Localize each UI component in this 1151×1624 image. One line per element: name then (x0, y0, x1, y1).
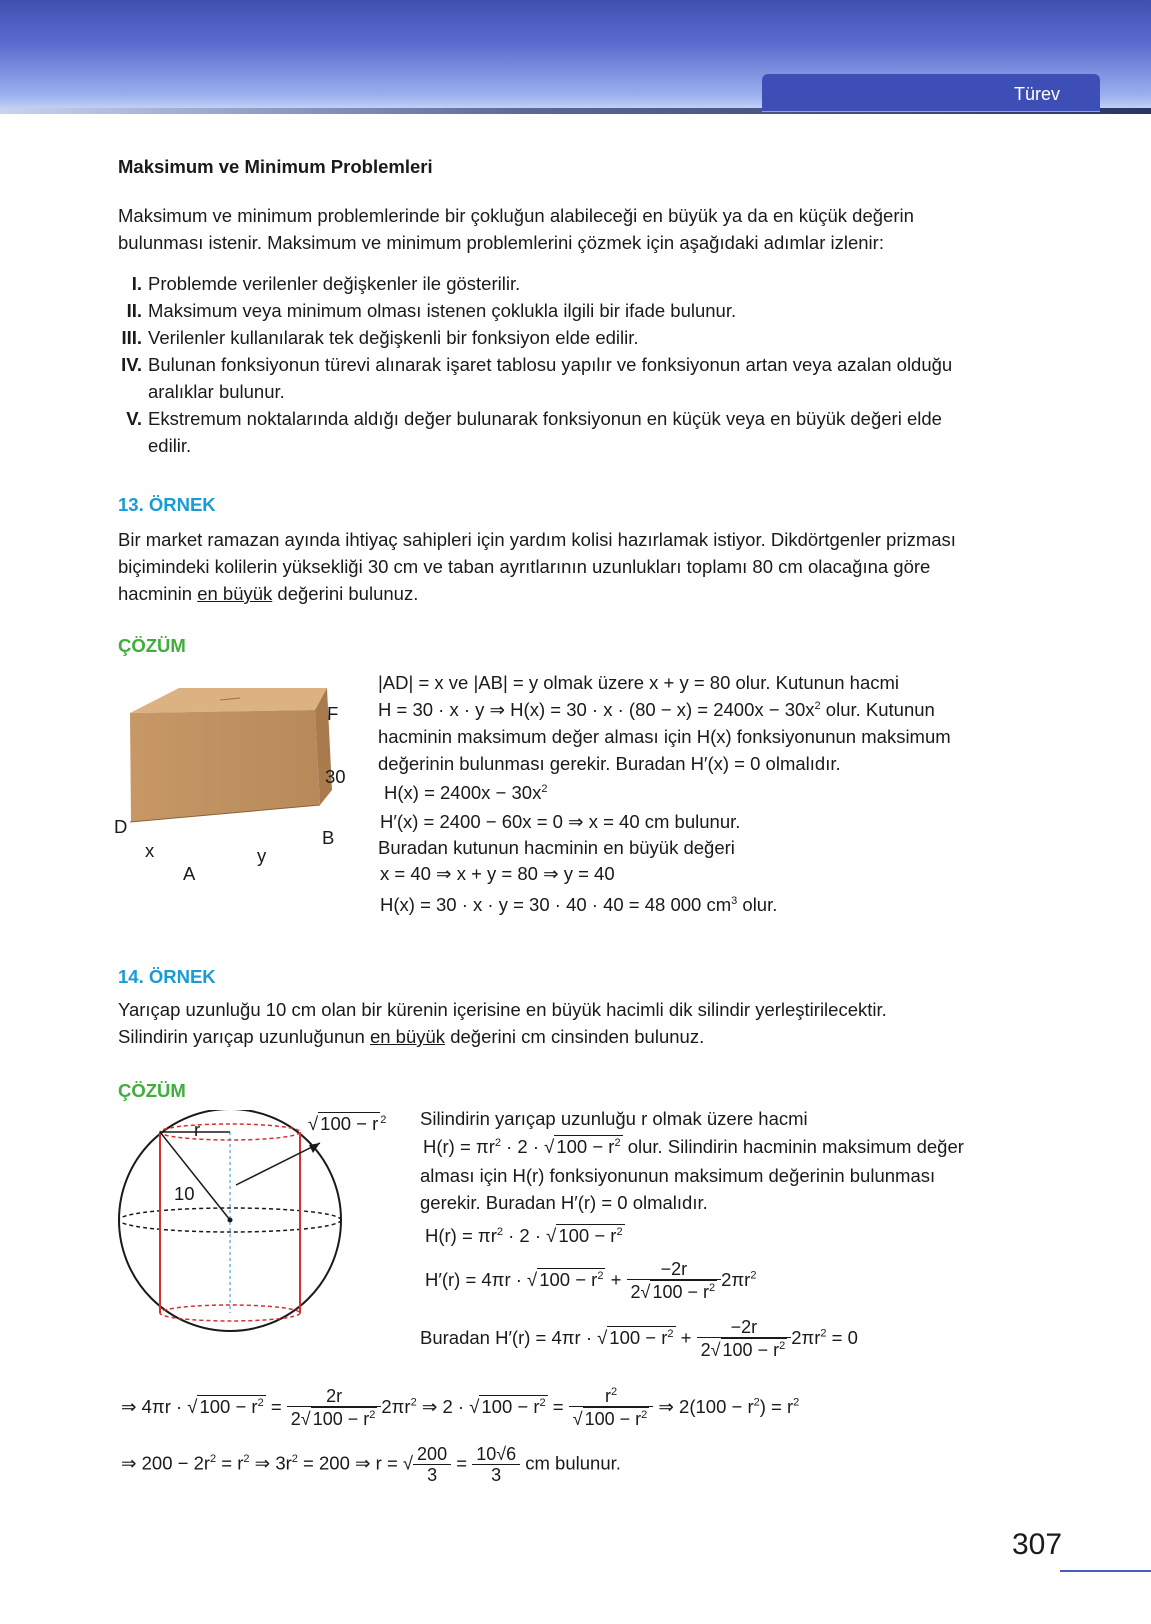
sol14-line-8: ⇒ 4πr · √ $100 - r^2$ = $\frac{2r}{2√ 100 - r^2}$ $2\pi r^2$ ⇒ 2 · √ $100 - r^2$ = $\frac{r^2}{√ 100 - r^2}$ ⇒ $2(100 - r^2) = r^2$ (121, 1386, 800, 1429)
sol14-line-1: Silindirin yarıçap uzunluğu r olmak üzere hacmi (420, 1108, 808, 1129)
sphere-radius (160, 1132, 230, 1220)
solution-14-label: ÇÖZÜM (118, 1080, 186, 1101)
box-label-y: y (257, 845, 267, 866)
section-label: Türev (1013, 84, 1060, 104)
box-label-A: A (183, 863, 196, 884)
sol13-line-7: Buradan kutunun hacminin en büyük değeri (378, 837, 735, 858)
box-label-D: D (114, 816, 128, 837)
sol13-line-9: H(x) = 30 · x · y = 30 · 40 · 40 = 48 000 $cm^3$ olur. (380, 894, 778, 915)
callout-arrow (236, 1143, 320, 1185)
box-label-F: F (327, 703, 339, 724)
step-4-cont: aralıklar bulunur. (148, 381, 285, 402)
sphere-center (228, 1218, 233, 1223)
example-13-label: 13. ÖRNEK (118, 494, 216, 515)
sol13-line-8: x = 40 ⇒ x + y = 80 ⇒ y = 40 (380, 863, 615, 884)
sphere-cylinder-figure (110, 1110, 410, 1350)
page-number: 307 (1012, 1528, 1063, 1561)
sol14-line-5: $H(r) = \pi r^2 \cdot 2$ · √ $100 - r^2$ (425, 1225, 623, 1246)
sol14-line-7: Buradan H′(r) = 4πr · √ $100 - r^2$ + $\frac{-2r}{2√ 100 - r^2}$ $2\pi r^2 = 0$ (420, 1317, 858, 1360)
example-13-line-1: Bir market ramazan ayında ihtiyaç sahipleri için yardım kolisi hazırlamak istiyor. Dikdörtgenler prizması (118, 529, 956, 550)
sol13-line-4: değerinin bulunması gerekir. Buradan H′(x) = 0 olmalıdır. (378, 753, 841, 774)
example-14-line-1: Yarıçap uzunluğu 10 cm olan bir kürenin içerisine en büyük hacimli dik silindir yerleştirilecektir. (118, 999, 887, 1020)
sol14-line-2: $H(r) = \pi r^2 \cdot 2$ · √ $100 - r^2$ olur. Silindirin hacminin maksimum değer (423, 1136, 964, 1157)
sol13-line-5: $H(x) = 2400x - 30x^2$ (384, 782, 548, 803)
section-tab (762, 74, 1100, 112)
intro-line-1: Maksimum ve minimum problemlerinde bir çokluğun alabileceği en büyük ya da en küçük değerin (118, 205, 914, 226)
sol14-line-6: H′(r) = 4πr · √ $100 - r^2$ + $\frac{-2r}{2√ 100 - r^2}$ $2\pi r^2$ (425, 1259, 757, 1302)
step-1: I. Problemde verilenler değişkenler ile gösterilir. (131, 273, 521, 294)
example-14-line-2: Silindirin yarıçap uzunluğunun en büyük değerini cm cinsinden bulunuz. (118, 1026, 705, 1047)
example-14-label: 14. ÖRNEK (118, 966, 216, 987)
fig-label-10: 10 (174, 1183, 195, 1204)
step-3: III. Verilenler kullanılarak tek değişkenli bir fonksiyon elde edilir. (121, 327, 639, 348)
sol14-line-4: gerekir. Buradan H′(r) = 0 olmalıdır. (420, 1192, 708, 1213)
sol13-line-1: |AD| = x ve |AB| = y olmak üzere x + y = 80 olur. Kutunun hacmi (378, 672, 900, 693)
step-5: V. Ekstremum noktalarında aldığı değer bulunarak fonksiyonun en küçük veya en büyük değeri elde (126, 408, 942, 429)
sol14-line-9: ⇒ $200 - 2r^2 = r^2$ ⇒ $3r^2 = 200$ ⇒ r = √ $\frac{200}{3}$ = $\frac{10√6}{3}$ cm bulunur. (121, 1444, 621, 1485)
solution-13-label: ÇÖZÜM (118, 635, 186, 656)
sol13-line-6: H′(x) = 2400 − 60x = 0 ⇒ x = 40 cm bulunur. (380, 811, 741, 832)
sol13-line-3: hacminin maksimum değer alması için H(x) fonksiyonunun maksimum (378, 726, 951, 747)
box-label-B: B (322, 827, 335, 848)
step-5-cont: edilir. (148, 435, 192, 456)
sol14-line-3: alması için H(r) fonksiyonunun maksimum değerinin bulunması (420, 1165, 936, 1186)
box-top-face (130, 688, 327, 713)
intro-line-2: bulunması istenir. Maksimum ve minimum problemlerini çözmek için aşağıdaki adımlar izlenir: (118, 232, 884, 253)
box-front-face (130, 710, 320, 822)
page-number-rule (1060, 1570, 1151, 1572)
fig-label-r: r (194, 1119, 201, 1140)
box-label-x: x (145, 840, 155, 861)
fig-label-sqrt: √ 100 − r $^2$ (308, 1113, 387, 1134)
example-13-line-3: hacminin en büyük değerini bulunuz. (118, 583, 419, 604)
section-title: Maksimum ve Minimum Problemleri (118, 156, 433, 177)
step-4: IV. Bulunan fonksiyonun türevi alınarak işaret tablosu yapılır ve fonksiyonun artan veya azalan olduğu (121, 354, 953, 375)
sol13-line-2: H = 30 · x · y ⇒ $H(x) = 30 \cdot x \cdot (80 - x) = 2400x - 30x^2$ olur. Kutunun (378, 699, 935, 720)
step-2: II. Maksimum veya minimum olması istenen çoklukla ilgili bir ifade bulunur. (126, 300, 737, 321)
box-label-height: 30 (325, 766, 346, 787)
example-13-line-2: biçimindeki kolilerin yüksekliği 30 cm ve taban ayrıtlarının uzunlukları toplamı 80 cm olacağına göre (118, 556, 931, 577)
